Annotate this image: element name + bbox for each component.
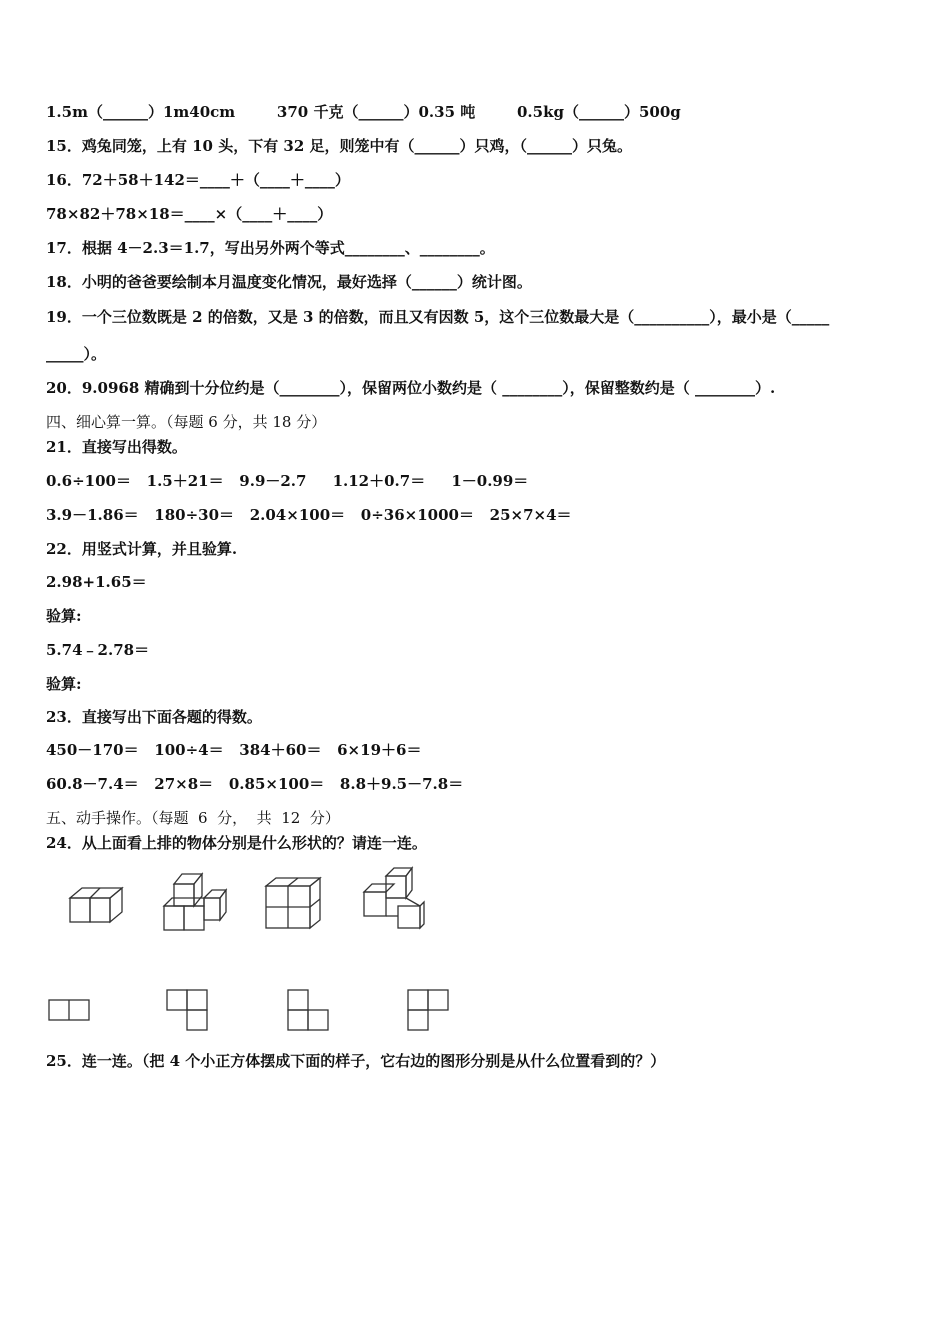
q21-row2: 3.9－1.86＝ 180÷30＝ 2.04×100＝ 0÷36×1000＝ 25×7×4＝ bbox=[46, 506, 572, 524]
cube-figure-3 bbox=[262, 874, 326, 932]
top-view-shape-2 bbox=[165, 988, 211, 1034]
q16-line2: 78×82＋78×18＝____×（____＋____） bbox=[46, 205, 333, 223]
q23-row2: 60.8－7.4＝ 27×8＝ 0.85×100＝ 8.8＋9.5－7.8＝ bbox=[46, 775, 464, 793]
q23-title: 23．直接写出下面各题的得数。 bbox=[46, 708, 262, 726]
cube-figure-1 bbox=[66, 882, 126, 932]
q16-line1: 16．72＋58＋142＝____＋（____＋____） bbox=[46, 171, 350, 189]
q22-check2: 验算: bbox=[46, 675, 82, 693]
cube-figure-2 bbox=[160, 870, 230, 936]
q22-check1: 验算: bbox=[46, 607, 82, 625]
q18-text: 18．小明的爸爸要绘制本月温度变化情况，最好选择（______）统计图。 bbox=[46, 273, 532, 291]
top-view-shape-1 bbox=[48, 998, 92, 1024]
q21-row1: 0.6÷100＝ 1.5＋21＝ 9.9－2.7 1.12＋0.7＝ 1－0.99＝ bbox=[46, 472, 529, 490]
top-view-shape-3 bbox=[286, 988, 332, 1034]
q24-title: 24．从上面看上排的物体分别是什么形状的？请连一连。 bbox=[46, 834, 427, 852]
q17-text: 17．根据 4－2.3＝1.7，写出另外两个等式________、________。 bbox=[46, 239, 495, 257]
q19-text: 19．一个三位数既是 2 的倍数，又是 3 的倍数，而且又有因数 5，这个三位数最大是（__________），最小是（_____ bbox=[46, 308, 830, 326]
section-4-title: 四、细心算一算。（每题 6 分，共 18 分） bbox=[46, 413, 327, 431]
q22-expr1: 2.98+1.65＝ bbox=[46, 573, 147, 591]
q20-text: 20．9.0968 精确到十分位约是（________），保留两位小数约是（ ________），保留整数约是（ ________）. bbox=[46, 379, 776, 397]
q21-title: 21．直接写出得数。 bbox=[46, 438, 187, 456]
q25-title: 25．连一连。（把 4 个小正方体摆成下面的样子，它右边的图形分别是从什么位置看到的？） bbox=[46, 1052, 666, 1070]
top-view-shape-4 bbox=[406, 988, 452, 1034]
q19-text-cont: _____）。 bbox=[46, 345, 107, 363]
q22-title: 22．用竖式计算，并且验算. bbox=[46, 540, 238, 558]
q14-compare-line: 1.5m（______）1m40cm 370 千克（______）0.35 吨 0.5kg（______）500g bbox=[46, 103, 681, 121]
q22-expr2: 5.74﹣2.78＝ bbox=[46, 641, 150, 659]
cube-figure-4 bbox=[358, 866, 428, 932]
section-5-title: 五、动手操作。（每题 6 分， 共 12 分） bbox=[46, 809, 340, 827]
q23-row1: 450－170＝ 100÷4＝ 384＋60＝ 6×19＋6＝ bbox=[46, 741, 422, 759]
q15-text: 15．鸡兔同笼，上有 10 头，下有 32 足，则笼中有（______）只鸡，（______）只兔。 bbox=[46, 137, 633, 155]
